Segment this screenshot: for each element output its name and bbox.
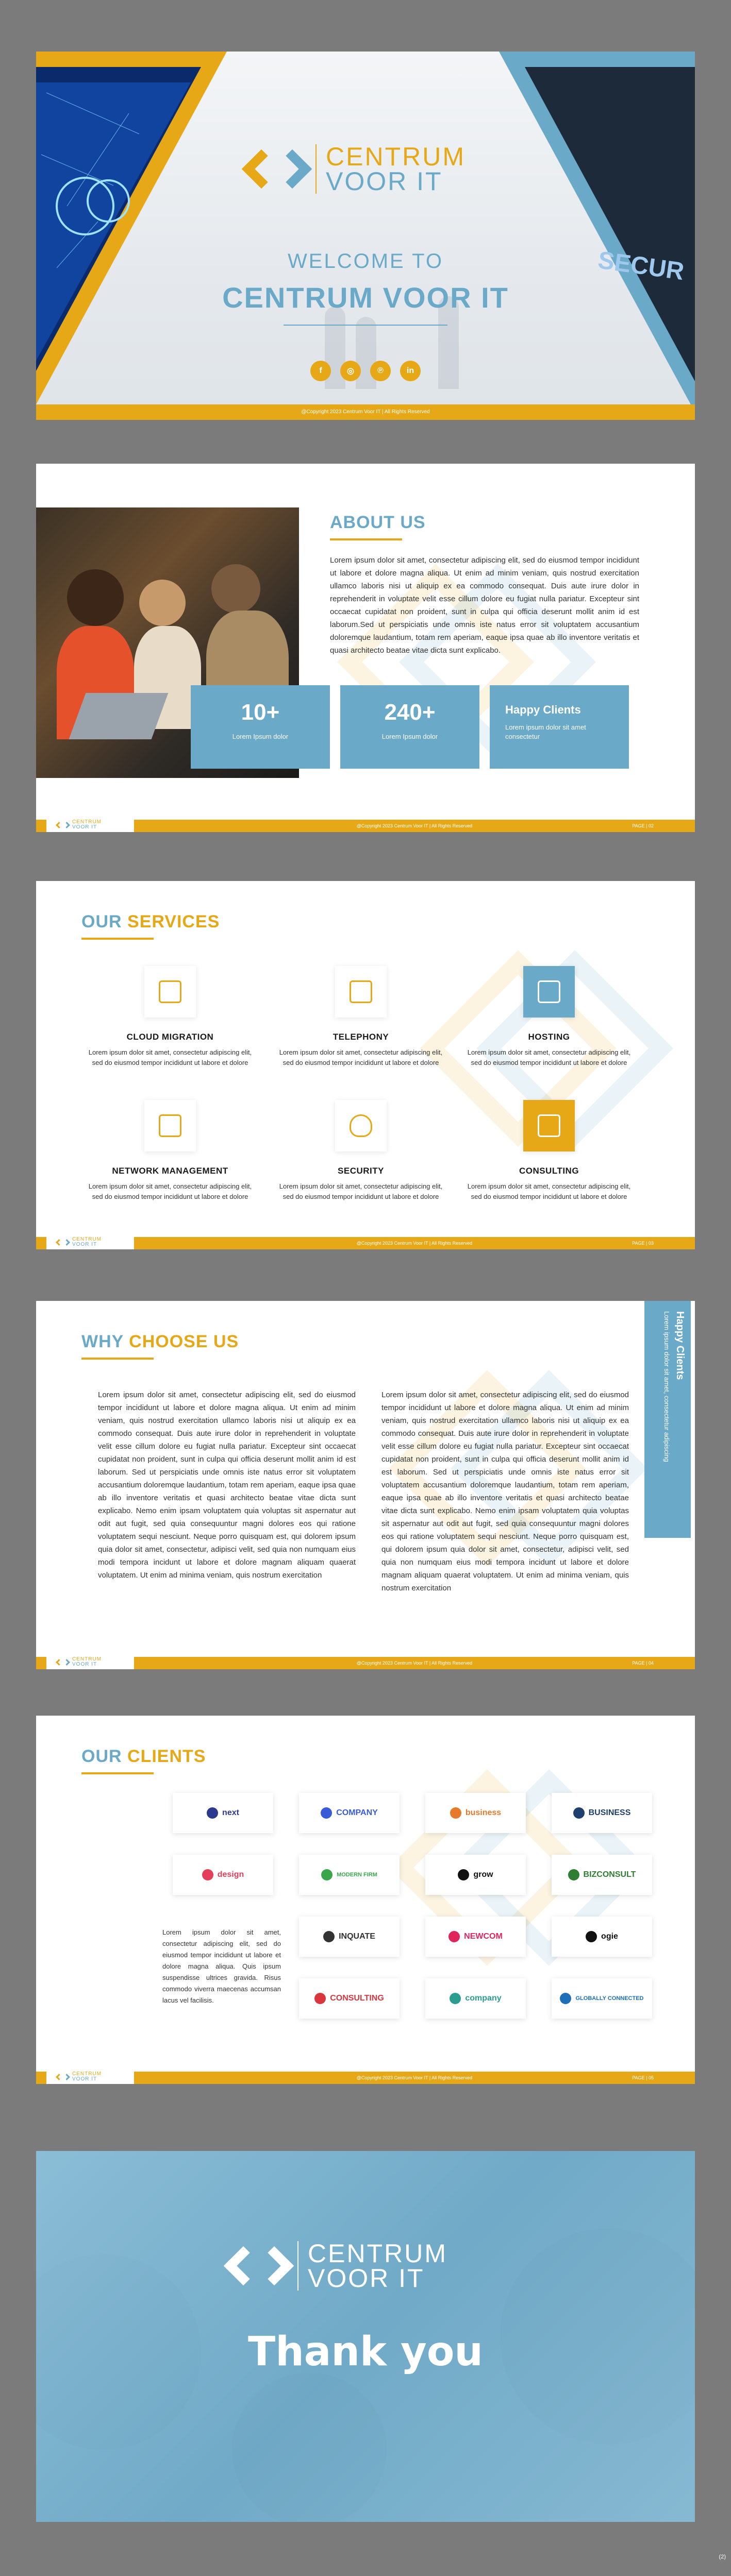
- services-heading: [81, 912, 220, 932]
- client-logo: [299, 1978, 400, 2019]
- heading-word-1: OUR: [81, 912, 122, 931]
- client-logo-icon: [207, 1807, 218, 1819]
- tab-title: Happy Clients: [674, 1311, 686, 1380]
- chevron-left-icon: [56, 1659, 62, 1666]
- chevron-left-icon: [56, 2074, 62, 2080]
- footer-logo-text: [72, 2072, 102, 2082]
- service-network-management: [88, 1100, 253, 1202]
- footer-logo-line-2: VOOR IT: [72, 1242, 97, 1247]
- heading-word-1: WHY: [81, 1332, 124, 1351]
- laptop: [69, 693, 169, 739]
- footer-bar: [134, 1657, 695, 1669]
- client-logo: [425, 1855, 526, 1895]
- slide-footer: [36, 1654, 695, 1669]
- client-logo-name: design: [217, 1870, 244, 1879]
- client-logo: [552, 1855, 652, 1895]
- service-text: Lorem ipsum dolor sit amet, consectetur adipiscing elit, sed do eiusmod tempor incididunt ut labore et dolore: [279, 1182, 443, 1200]
- heading-underline: [330, 538, 402, 540]
- stat-label: Lorem Ipsum dolor: [232, 733, 289, 740]
- service-text: Lorem ipsum dolor sit amet, consectetur adipiscing elit, sed do eiusmod tempor incididunt ut labore et dolore: [279, 1048, 443, 1066]
- client-logo-icon: [573, 1807, 585, 1819]
- client-logo: [299, 1793, 400, 1833]
- footer-bar: [134, 2072, 695, 2084]
- service-title: CONSULTING: [519, 1166, 579, 1176]
- client-logo: [173, 1793, 273, 1833]
- client-logo: [173, 1855, 273, 1895]
- service-title: SECURITY: [338, 1166, 384, 1176]
- service-title: TELEPHONY: [333, 1032, 389, 1042]
- thank-you-slide: [36, 2151, 695, 2522]
- client-logo-icon: [458, 1869, 469, 1880]
- why-heading: [81, 1332, 239, 1352]
- footer-logo-line-2: VOOR IT: [72, 824, 97, 830]
- client-logo: [425, 1917, 526, 1957]
- consulting-icon: [523, 1100, 575, 1151]
- footer-copyright: @Copyright 2023 Centrum Voor IT | All Rights Reserved: [356, 823, 473, 828]
- client-logo-name: BUSINESS: [588, 1808, 631, 1817]
- page-number: PAGE | 03: [632, 1241, 654, 1246]
- client-logo-name: company: [465, 1994, 502, 2003]
- footer-stub: [36, 1237, 46, 1249]
- stat-box: [340, 685, 479, 769]
- photo-person: [211, 564, 260, 613]
- client-logo: [299, 1917, 400, 1957]
- photo-person: [139, 580, 186, 626]
- facebook-icon[interactable]: f: [310, 361, 331, 381]
- thank-you-text: Thank you: [248, 2329, 483, 2375]
- footer-logo-line-1: CENTRUM: [72, 1236, 102, 1242]
- footer-logo-line-1: CENTRUM: [72, 1656, 102, 1662]
- service-text: Lorem ipsum dolor sit amet, consectetur adipiscing elit, sed do eiusmod tempor incididunt ut labore et dolore: [467, 1182, 631, 1200]
- title-divider: [284, 325, 447, 326]
- heading-word-2: US: [400, 513, 426, 532]
- footer-stub: [36, 1657, 46, 1669]
- hosting-icon: [523, 966, 575, 1018]
- logo-line-1: CENTRUM: [308, 2239, 447, 2268]
- tab-content: [663, 1311, 686, 1528]
- why-choose-us-slide: [36, 1301, 695, 1669]
- client-logo-icon: [314, 1993, 326, 2004]
- footer-bar: [134, 820, 695, 832]
- service-title: HOSTING: [528, 1032, 570, 1042]
- heading-underline: [81, 1358, 154, 1360]
- svg-text:SECUR: SECUR: [596, 246, 686, 286]
- footer-logo-text: [72, 1237, 102, 1247]
- about-slide: [36, 464, 695, 832]
- chevron-right-icon: [273, 149, 312, 189]
- page-number: PAGE | 04: [632, 1660, 654, 1666]
- heading-word-2: CLIENTS: [127, 1747, 206, 1766]
- logo-line-2: VOOR IT: [308, 2264, 425, 2293]
- footer-stub: [36, 2072, 46, 2084]
- heading-word-1: ABOUT: [330, 513, 395, 532]
- service-cloud-migration: [88, 966, 253, 1068]
- service-consulting: [467, 1100, 632, 1202]
- logo-mark-icon: [229, 2252, 288, 2280]
- client-logo-name: business: [465, 1808, 502, 1817]
- stat-label: Lorem Ipsum dolor: [381, 733, 438, 740]
- client-logo: [299, 1855, 400, 1895]
- service-security: [278, 1100, 443, 1202]
- welcome-text: WELCOME TO: [288, 250, 443, 273]
- client-logo-icon: [586, 1931, 597, 1942]
- footer-logo-line-2: VOOR IT: [72, 2076, 97, 2082]
- footer-copyright: @Copyright 2023 Centrum Voor IT | All Rights Reserved: [356, 1241, 473, 1246]
- happy-clients-tab: [644, 1301, 691, 1538]
- page-number: PAGE | 05: [632, 2075, 654, 2080]
- clients-slide: [36, 1716, 695, 2084]
- icon-glyph: [538, 1114, 560, 1137]
- slide-footer: [36, 2069, 695, 2084]
- slide-footer: [36, 1234, 695, 1249]
- footer-logo-line-1: CENTRUM: [72, 819, 102, 825]
- client-logo-name: COMPANY: [336, 1808, 378, 1817]
- client-logo-icon: [448, 1931, 460, 1942]
- chevron-right-icon: [63, 1239, 70, 1246]
- company-title: CENTRUM VOOR IT: [222, 281, 509, 314]
- logo-line-2: VOOR IT: [326, 167, 443, 196]
- client-logo-icon: [450, 1993, 461, 2004]
- page-number: PAGE | 02: [632, 823, 654, 828]
- client-logo: [552, 1917, 652, 1957]
- cloud-migration-icon: [144, 966, 196, 1018]
- service-telephony: [278, 966, 443, 1068]
- tab-text: Lorem ipsum dolor sit amet, consectetur adipiscing: [663, 1311, 671, 1462]
- title-footer: @Copyright 2023 Centrum Voor IT | All Rights Reserved: [36, 404, 695, 420]
- logo-text: [326, 144, 466, 194]
- why-text-column-1: Lorem ipsum dolor sit amet, consectetur adipiscing elit, sed do eiusmod tempor incididunt ut labore et dolore magna aliqua. Ut enim ad minim veniam, quis nostrud exercitation ullamco laboris nisi ut aliquip ex ea commodo consequat. Duis aute irure dolor in reprehenderit in voluptate velit esse cillum dolore eu fugiat nulla pariatur. Excepteur sint occaecat cupidatat non proident, sunt in culpa qui officia deserunt mollit anim id est laborum. Sed ut perspiciatis unde omnis iste natus error sit voluptatem accusantium doloremque laudantium, totam rem aperiam, eaque ipsa quae ab illo inventore veritatis et quasi architecto beatae vitae dicta sunt explicabo. Nemo enim ipsam voluptatem quia voluptas sit aspernatur aut odit aut fugit, sed quia consequuntur magni dolores eos qui ratione voluptatem sequi nesciunt. Neque porro quisquam est, qui dolorem ipsum quia dolor sit amet, consectetur, adipisci velit, sed quia non numquam eius modi tempora incidunt ut labore et dolore magnam aliquam quaerat voluptatem. Ut enim ad minima veniam, quis nostrum exercitation: [98, 1391, 356, 1580]
- service-hosting: [467, 966, 632, 1068]
- happy-clients-text: Lorem ipsum dolor sit amet consectetur: [505, 723, 586, 740]
- client-logo-name: INQUATE: [339, 1932, 375, 1941]
- client-logo-name: MODERN FIRM: [337, 1872, 377, 1878]
- service-text: Lorem ipsum dolor sit amet, consectetur adipiscing elit, sed do eiusmod tempor incididunt ut labore et dolore: [88, 1048, 252, 1066]
- heading-underline: [81, 1772, 154, 1774]
- icon-glyph: [159, 980, 181, 1003]
- heading-underline: [81, 938, 154, 940]
- telephony-icon: [335, 966, 387, 1018]
- happy-clients-box: [490, 685, 629, 769]
- service-title: CLOUD MIGRATION: [126, 1032, 214, 1042]
- service-title: NETWORK MANAGEMENT: [112, 1166, 228, 1176]
- heading-word-1: OUR: [81, 1747, 122, 1766]
- photo-person: [67, 569, 124, 626]
- chevron-left-icon: [56, 1239, 62, 1246]
- client-logo-name: next: [222, 1808, 239, 1817]
- client-logo-icon: [568, 1869, 579, 1880]
- client-logo-name: ogie: [601, 1932, 618, 1941]
- corner-badge: (2): [719, 2554, 726, 2560]
- footer-logo: [57, 2072, 102, 2082]
- closing-logo: [229, 2241, 447, 2291]
- clients-text: Lorem ipsum dolor sit amet, consectetur adipiscing elit, sed do eiusmod tempor incididunt ut labore et dolore magna aliqua. Quis ipsum suspendisse ultrices gravida. Risus commodo viverra maecenas accumsan lacus vel facilisis.: [162, 1928, 281, 2004]
- client-logo-icon: [560, 1993, 571, 2004]
- social-links: [36, 361, 695, 381]
- icon-glyph: [159, 1114, 181, 1137]
- client-logo: [425, 1793, 526, 1833]
- client-logo-icon: [321, 1807, 332, 1819]
- client-logo-icon: [450, 1807, 461, 1819]
- logo-separator: [315, 144, 317, 194]
- service-text: Lorem ipsum dolor sit amet, consectetur adipiscing elit, sed do eiusmod tempor incididunt ut labore et dolore: [88, 1182, 252, 1200]
- client-logo: [425, 1978, 526, 2019]
- security-icon: [335, 1100, 387, 1151]
- chevron-right-icon: [63, 822, 70, 828]
- footer-stub: [36, 820, 46, 832]
- clients-heading: [81, 1747, 206, 1767]
- logo-mark-icon: [247, 155, 306, 183]
- footer-copyright: @Copyright 2023 Centrum Voor IT | All Rights Reserved: [356, 2075, 473, 2080]
- chevron-right-icon: [63, 2074, 70, 2080]
- footer-logo-line-1: CENTRUM: [72, 2071, 102, 2077]
- client-logo-icon: [202, 1869, 213, 1880]
- client-logo-icon: [321, 1869, 333, 1880]
- footer-bar: [134, 1237, 695, 1249]
- stat-box: [191, 685, 330, 769]
- about-heading: [330, 513, 426, 533]
- client-logo-name: CONSULTING: [330, 1994, 384, 2003]
- why-text-column-2: Lorem ipsum dolor sit amet, consectetur adipiscing elit, sed do eiusmod tempor incididunt ut labore et dolore magna aliqua. Ut enim ad minim veniam, quis nostrud exercitation ullamco laboris nisi ut aliquip ex ea commodo consequat. Duis aute irure dolor in reprehenderit in voluptate velit esse cillum dolore eu fugiat nulla pariatur. Excepteur sint occaecat cupidatat non proident, sunt in culpa qui officia deserunt mollit anim id est laborum. Sed ut perspiciatis unde omnis iste natus error sit voluptatem accusantium doloremque laudantium, totam rem aperiam, eaque ipsa quae ab illo inventore veritatis et quasi architecto beatae vitae dicta sunt explicabo. Nemo enim ipsam voluptatem quia voluptas sit aspernatur aut odit aut fugit, sed quia consequuntur magni dolores eos qui ratione voluptatem sequi nesciunt. Neque porro quisquam est, qui dolorem ipsum quia dolor sit amet, consectetur, adipisci velit, sed quia non numquam eius modi tempora incidunt ut labore et dolore magnam aliquam quaerat voluptatem. Ut enim ad minima veniam, quis nostrum exercitation: [381, 1391, 629, 1592]
- pinterest-icon[interactable]: ℗: [370, 361, 391, 381]
- heading-word-2: CHOOSE US: [129, 1332, 239, 1351]
- heading-word-2: SERVICES: [127, 912, 220, 931]
- network-management-icon: [144, 1100, 196, 1151]
- stat-number: 10+: [241, 700, 280, 725]
- chevron-right-icon: [255, 2246, 294, 2285]
- stat-number: 240+: [384, 700, 436, 725]
- client-logo-name: NEWCOM: [464, 1932, 503, 1941]
- icon-glyph: [538, 980, 560, 1003]
- happy-clients-title: Happy Clients: [505, 703, 581, 716]
- icon-glyph: [350, 980, 372, 1003]
- footer-logo-text: [72, 1657, 102, 1667]
- icon-glyph: [350, 1114, 372, 1137]
- client-logo-icon: [323, 1931, 335, 1942]
- about-text: Lorem ipsum dolor sit amet, consectetur adipiscing elit, sed do eiusmod tempor incididunt ut labore et dolore magna aliqua. Ut enim ad minim veniam, quis nostrud exercitation ullamco laboris nisi ut aliquip ex ea commodo consequat. Duis aute irure dolor in reprehenderit in voluptate velit esse cillum dolore eu fugiat nulla pariatur. Excepteur sint occaecat cupidatat non proident, sunt in culpa qui officia deserunt mollit anim id est laborum.Sed ut perspiciatis unde omnis iste natus error sit voluptatem accusantium doloremque laudantium, totam rem aperiam, eaque ipsa quae ab illo inventore veritatis et quasi architecto beatae vitae dicta sunt explicabo.: [330, 556, 639, 655]
- services-slide: [36, 881, 695, 1249]
- footer-logo: [57, 820, 102, 830]
- client-logo: [552, 1793, 652, 1833]
- title-logo: [247, 144, 466, 194]
- footer-logo: [57, 1237, 102, 1247]
- logo-separator: [297, 2241, 298, 2291]
- slide-footer: [36, 817, 695, 832]
- client-logo: [552, 1978, 652, 2019]
- footer-copyright: @Copyright 2023 Centrum Voor IT | All Rights Reserved: [356, 1660, 473, 1666]
- footer-logo-line-2: VOOR IT: [72, 1662, 97, 1667]
- linkedin-icon[interactable]: in: [400, 361, 421, 381]
- title-slide: [36, 52, 695, 420]
- footer-logo: [57, 1657, 102, 1667]
- footer-logo-text: [72, 820, 102, 830]
- chevron-left-icon: [56, 822, 62, 828]
- instagram-icon[interactable]: ◎: [340, 361, 361, 381]
- logo-line-1: CENTRUM: [326, 142, 466, 171]
- chevron-right-icon: [63, 1659, 70, 1666]
- client-logo-name: GLOBALLY CONNECTED: [575, 1995, 644, 2002]
- service-text: Lorem ipsum dolor sit amet, consectetur adipiscing elit, sed do eiusmod tempor incididunt ut labore et dolore: [467, 1048, 631, 1066]
- logo-text: [308, 2241, 447, 2291]
- client-logo-name: grow: [473, 1870, 493, 1879]
- client-logo-name: BIZCONSULT: [583, 1870, 636, 1879]
